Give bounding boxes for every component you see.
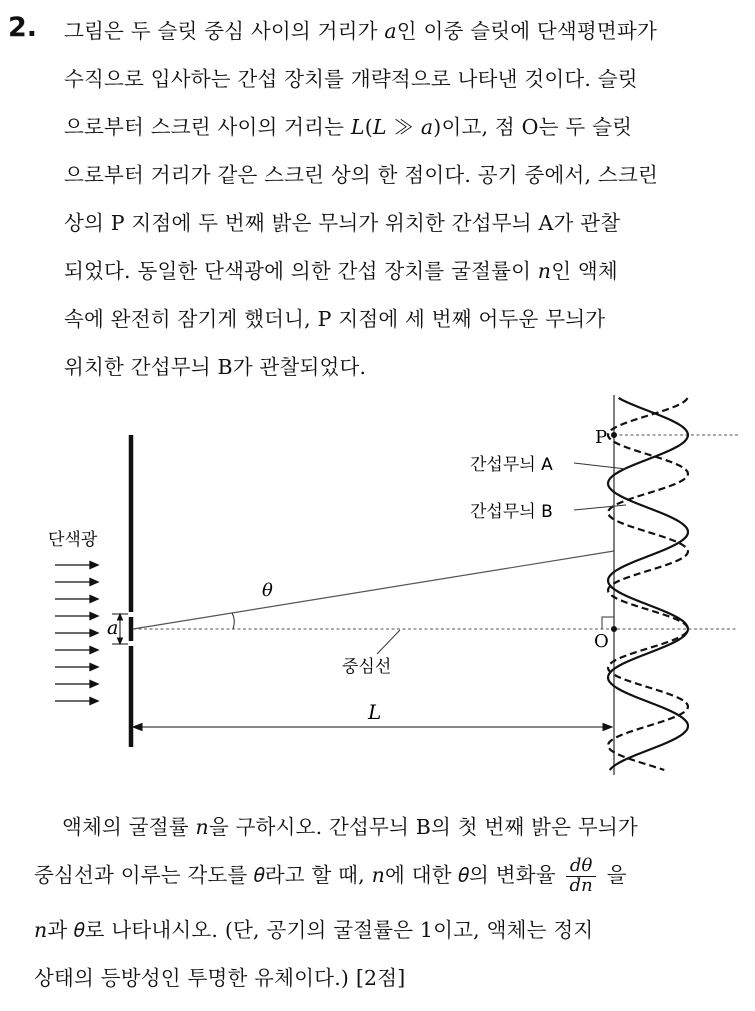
- problem-line-2: 수직으로 입사하는 간섭 장치를 개략적으로 나타낸 것이다. 슬릿: [64, 67, 638, 91]
- question-line-2-pre: 중심선과 이루는 각도를 𝜃라고 할 때, 𝑛에 대한 𝜃의 변화율: [34, 862, 556, 887]
- problem-line-3: 으로부터 스크린 사이의 거리는 𝐿(𝐿 ≫ 𝑎)이고, 점 O는 두 슬릿: [64, 115, 633, 139]
- double-slit-figure: [0, 395, 755, 775]
- problem-line-8: 위치한 간섭무늬 B가 관찰되었다.: [64, 355, 367, 379]
- pattern-a-label: 간섭무늬 A: [470, 455, 553, 475]
- point-p-dot: [611, 432, 617, 438]
- light-arrow: [55, 681, 98, 688]
- center-line-label: 중심선: [342, 657, 392, 677]
- distance-label: L: [368, 700, 382, 724]
- light-arrow: [55, 562, 98, 569]
- derivative-fraction: [566, 857, 596, 896]
- problem-line-6: 되었다. 동일한 단색광에 의한 간섭 장치를 굴절률이 𝑛인 액체: [64, 259, 618, 283]
- light-arrow: [55, 579, 98, 586]
- light-arrow: [55, 698, 98, 705]
- center-line-leader: [377, 630, 400, 654]
- fraction-numerator: dθ: [566, 857, 596, 877]
- pattern-b-leader: [574, 505, 626, 510]
- problem-number: 2.: [8, 12, 38, 43]
- theta-label: θ: [262, 580, 273, 601]
- problem-line-1: 그림은 두 슬릿 중심 사이의 거리가 𝑎인 이중 슬릿에 단색평면파가: [64, 19, 657, 43]
- incident-light-arrows: [55, 562, 98, 705]
- question-line-1: 액체의 굴절률 𝑛을 구하시오. 간섭무늬 B의 첫 번째 밝은 무늬가: [62, 815, 638, 839]
- fraction-denominator: dn: [569, 874, 593, 896]
- pattern-a-leader: [574, 463, 626, 469]
- question-line-3: 𝑛과 𝜃로 나타내시오. (단, 공기의 굴절률은 1이고, 액체는 정지: [34, 918, 594, 942]
- problem-line-4: 으로부터 거리가 같은 스크린 상의 한 점이다. 공기 중에서, 스크린: [64, 163, 658, 187]
- point-o-label: O: [594, 631, 609, 652]
- pattern-b-label: 간섭무늬 B: [470, 502, 553, 522]
- angled-ray: [133, 551, 614, 629]
- light-arrow: [55, 613, 98, 620]
- problem-line-5: 상의 P 지점에 두 번째 밝은 무늬가 위치한 간섭무늬 A가 관찰: [64, 211, 621, 235]
- question-line-4: 상태의 등방성인 투명한 유체이다.) [2점]: [34, 966, 406, 990]
- light-arrow: [55, 664, 98, 671]
- problem-line-7: 속에 완전히 잠기게 했더니, P 지점에 세 번째 어두운 무늬가: [64, 307, 606, 331]
- light-label: 단색광: [48, 530, 98, 550]
- light-arrow: [55, 596, 98, 603]
- point-o-dot: [611, 626, 617, 632]
- light-arrow: [55, 630, 98, 637]
- point-p-label: P: [595, 427, 608, 448]
- question-line-2-post: 을: [606, 862, 627, 887]
- theta-arc: [232, 613, 234, 629]
- distance-arrow: [133, 724, 612, 731]
- light-arrow: [55, 647, 98, 654]
- slit-distance-label: a: [107, 617, 119, 639]
- question-line-2: [34, 857, 627, 896]
